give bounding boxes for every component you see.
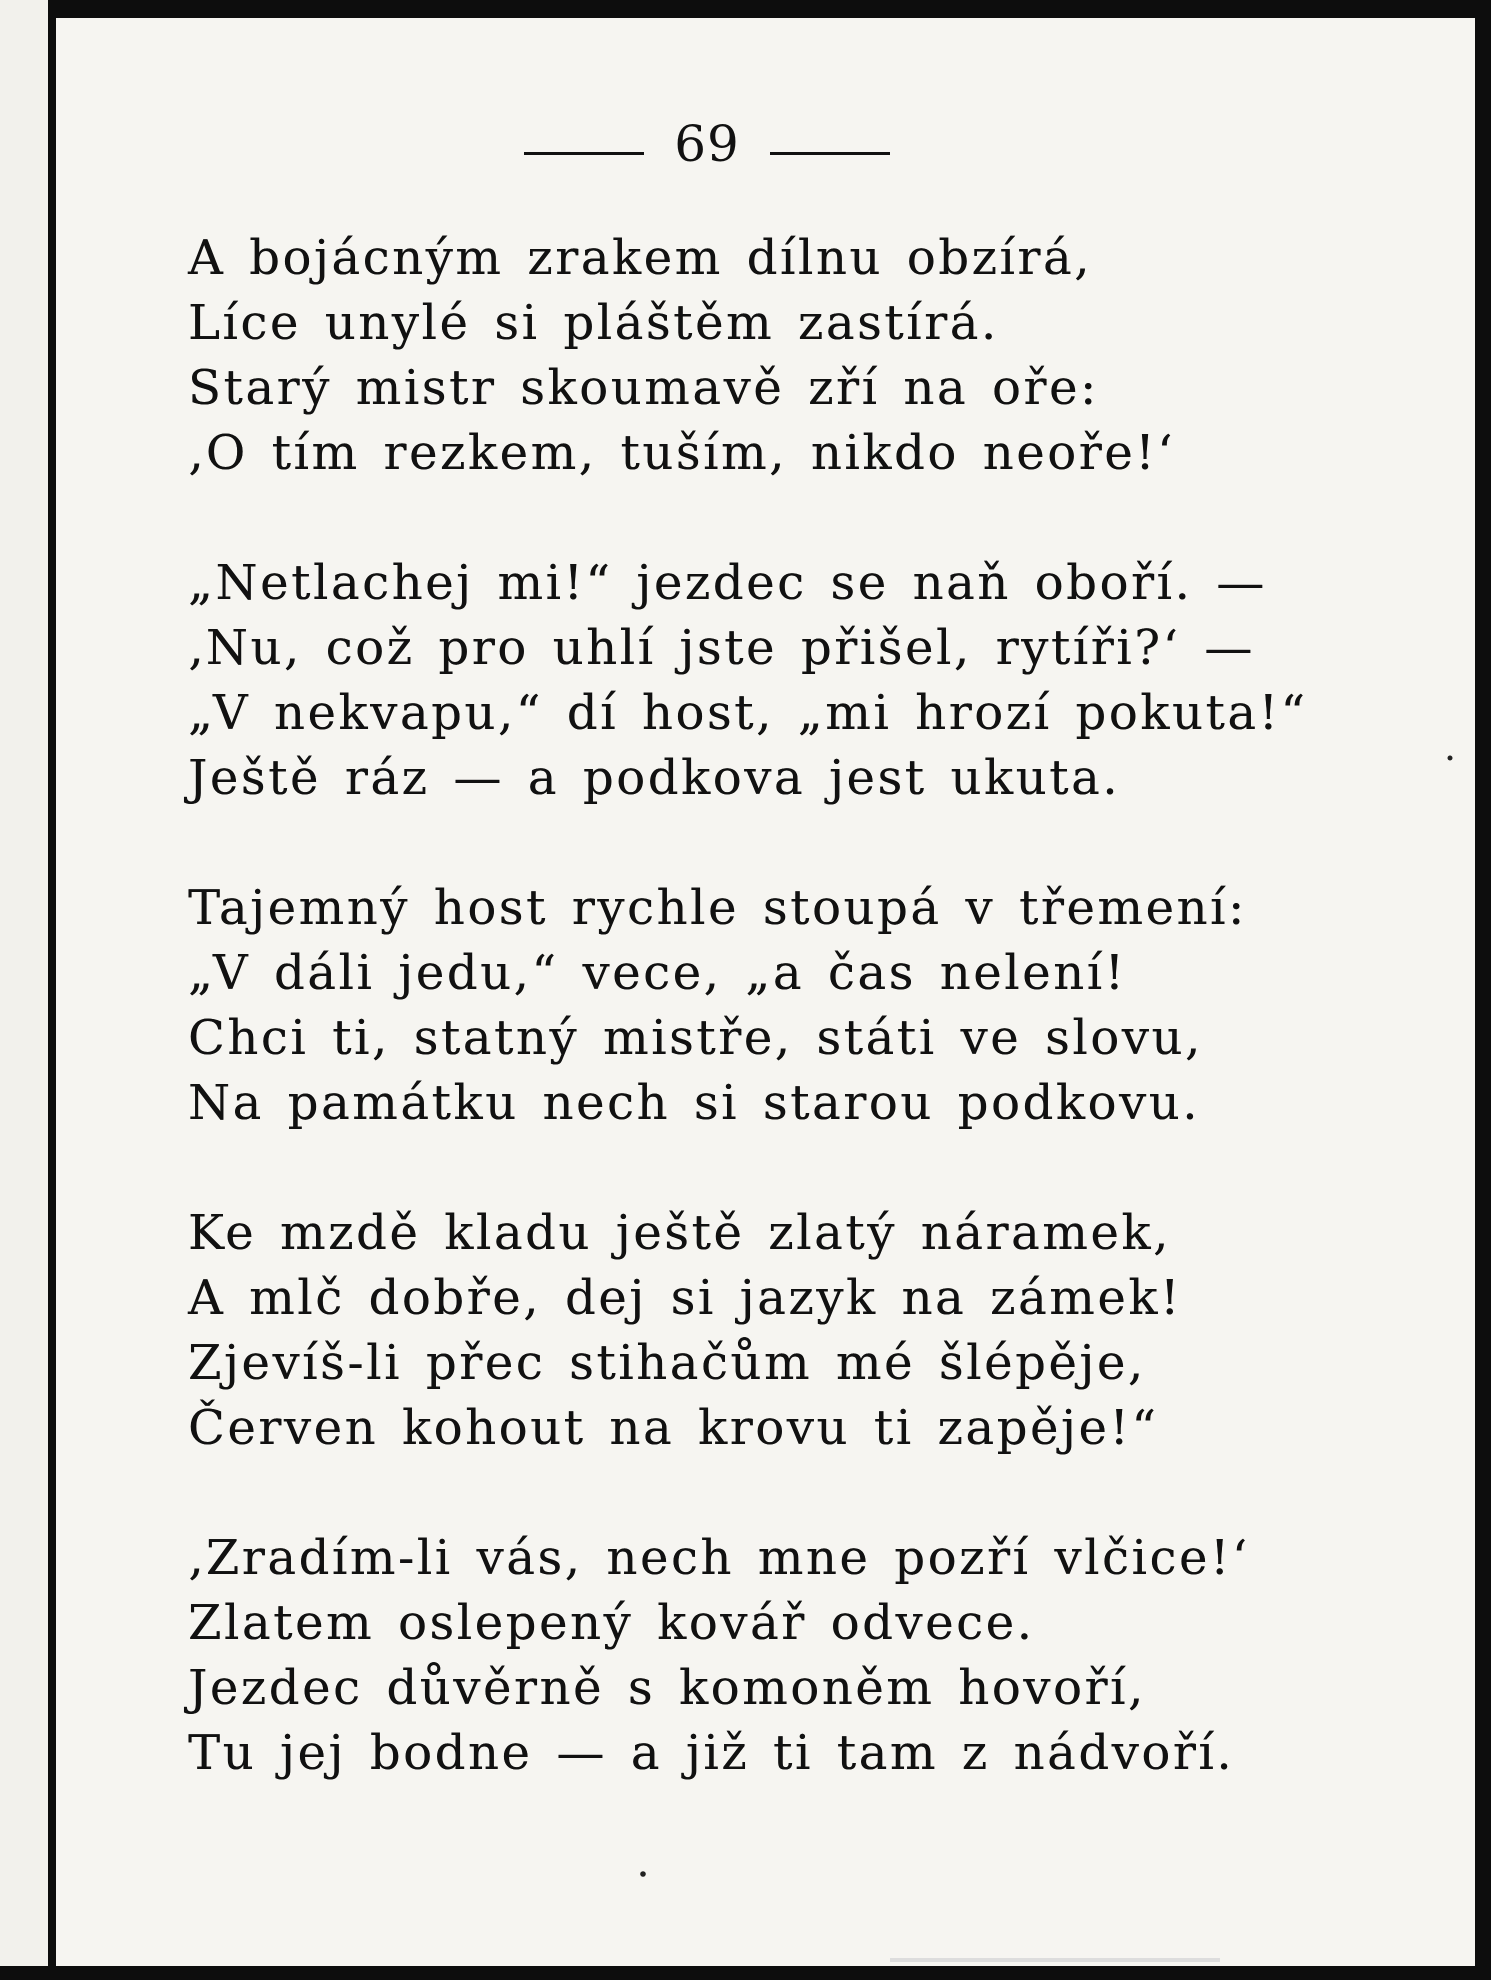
poem-line: Zlatem oslepený kovář odvece. [188,1595,1035,1651]
poem-line: ‚Zradím-li vás, nech mne pozří vlčice!‘ [188,1530,1250,1586]
poem-text [188,226,1308,1786]
poem-line: A bojácným zrakem dílnu obzírá, [188,230,1093,286]
scan-right-border [1475,0,1491,1980]
scan-bottom-border [0,1966,1491,1980]
poem-line: ‚O tím rezkem, tuším, nikdo neoře!‘ [188,425,1176,481]
header-left-rule [524,152,644,155]
adjacent-page-edge [0,0,56,1980]
stanza-gap [188,1136,1218,1201]
poem-line: Tu jej bodne — a již ti tam z nádvoří. [188,1725,1235,1781]
poem-line: Jezdec důvěrně s komoněm hovoří, [188,1660,1146,1716]
stanza-gap [188,486,1218,551]
poem-line: Červen kohout na krovu ti zapěje!“ [188,1400,1159,1456]
stanza-5 [188,1526,1250,1786]
poem-line: ‚Nu, což pro uhlí jste přišel, rytíři?‘ — [188,620,1255,676]
stanza-1 [188,226,1218,486]
poem-line: A mlč dobře, dej si jazyk na zámek! [188,1270,1182,1326]
stanza-2 [188,551,1308,811]
poem-line: Chci ti, statný mistře, státi ve slovu, [188,1010,1203,1066]
stanza-gap [188,811,1218,876]
stanza-4 [188,1201,1218,1461]
page-number: 69 [674,115,740,173]
poem-line: Ještě ráz — a podkova jest ukuta. [188,750,1121,806]
poem-line: „V dáli jedu,“ vece, „a čas nelení! [188,945,1127,1001]
poem-line: Zjevíš-li přec stihačům mé šlépěje, [188,1335,1146,1391]
page-header [522,112,892,176]
poem-line: Starý mistr skoumavě zří na oře: [188,360,1099,416]
poem-line: „Netlachej mi!“ jezdec se naň oboří. — [188,555,1267,611]
scan-top-border [0,0,1491,18]
poem-line: Ke mzdě kladu ještě zlatý náramek, [188,1205,1171,1261]
stanza-3 [188,876,1247,1136]
poem-line: Líce unylé si pláštěm zastírá. [188,295,999,351]
poem-line: Tajemný host rychle stoupá v třemení: [188,880,1247,936]
header-right-rule [770,152,890,155]
stanza-gap [188,1461,1218,1526]
poem-line: Na památku nech si starou podkovu. [188,1075,1201,1131]
poem-line: „V nekvapu,“ dí host, „mi hrozí pokuta!“ [188,685,1308,741]
